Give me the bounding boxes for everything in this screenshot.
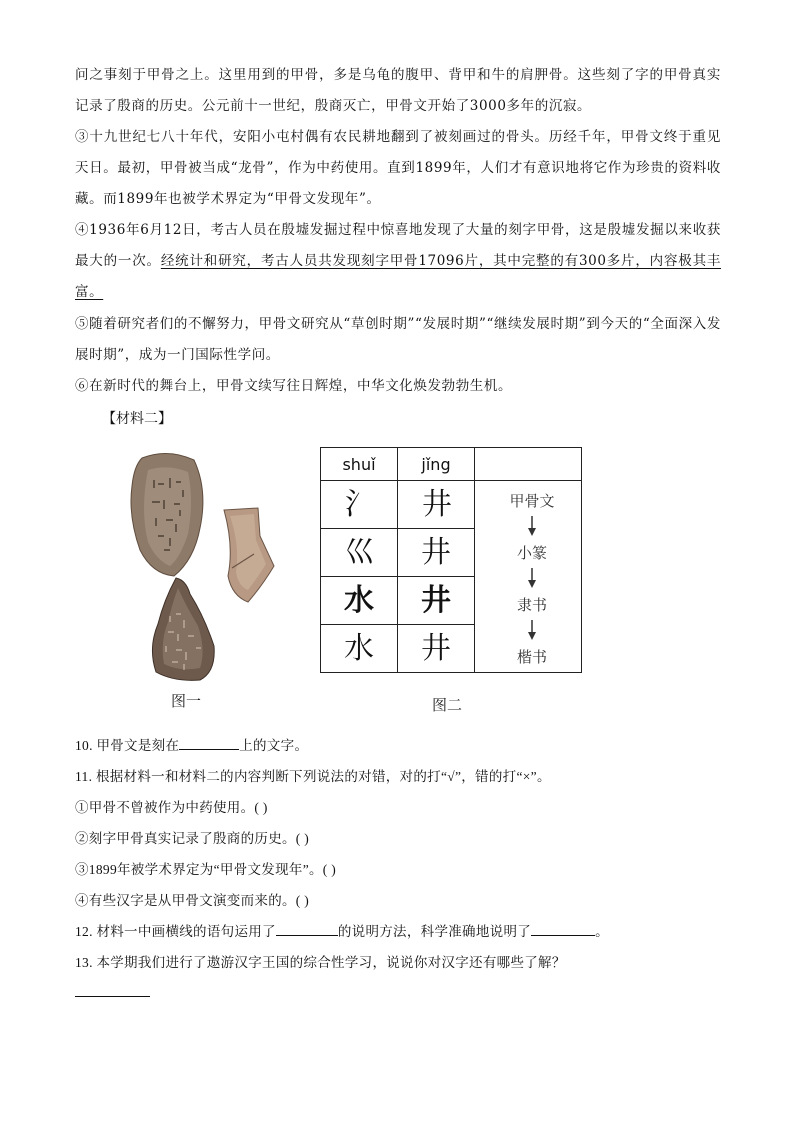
paragraph-continued: 问之事刻于甲骨之上。这里用到的甲骨，多是乌龟的腹甲、背甲和牛的肩胛骨。这些刻了字的甲骨真实记录了殷商的历史。公元前十一世纪，殷商灭亡，甲骨文开始了3000多年的沉寂。: [75, 67, 721, 114]
answer-blank-12b[interactable]: [531, 921, 595, 936]
jing-seal-glyph: 井: [398, 529, 475, 577]
question-10: 10. 甲骨文是刻在 上的文字。: [75, 734, 308, 754]
shui-clerical-glyph: 水: [321, 577, 398, 625]
arrow-down-icon: [528, 620, 536, 640]
pinyin-shui: shuǐ: [321, 448, 398, 481]
paragraph-5: ⑤随着研究者们的不懈努力，甲骨文研究从“草创时期”“发展时期”“继续发展时期”到今天的“全面深入发展时期”，成为一门国际性学问。: [75, 316, 721, 363]
arrow-down-icon: [528, 568, 536, 588]
shui-oracle-glyph: 氵: [321, 481, 398, 529]
script-evolution-flow: [478, 486, 586, 676]
question-11-item-2[interactable]: ②刻字甲骨真实记录了殷商的历史。( ): [75, 831, 310, 846]
figure-1-oracle-bones: [128, 448, 276, 688]
paragraph-4-text: ④1936年6月12日，考古人员在殷墟发掘过程中惊喜地发现了大量的刻字甲骨，这是殷墟发掘以来收获最大的一次。: [75, 222, 721, 269]
underlined-sentence: 经统计和研究，考古人员共发现刻字甲骨17096片，其中完整的有300多片，内容极其丰富。: [75, 253, 721, 300]
oracle-bone-scapula-image: [146, 576, 222, 682]
question-13: 13. 本学期我们进行了遨游汉字王国的综合性学习，说说你对汉字还有哪些了解？: [75, 955, 566, 970]
answer-blank-10[interactable]: [179, 735, 239, 750]
question-12: 12. 材料一中画横线的语句运用了 的说明方法，科学准确地说明了 。: [75, 920, 609, 940]
jing-oracle-glyph: 井: [398, 481, 475, 529]
paragraph-3: ③十九世纪七八十年代，安阳小屯村偶有农民耕地翻到了被刻画过的骨头。历经千年，甲骨文终于重见天日。最初，甲骨被当成“龙骨”，作为中药使用。直到1899年，人们才有意识地将它作为珍贵的资料收藏。而1899年也被学术界定为“甲骨文发现年”。: [75, 129, 721, 207]
flow-step-regular: 楷书: [516, 648, 547, 666]
arrow-down-icon: [528, 516, 536, 536]
shui-seal-glyph: 巛: [321, 529, 398, 577]
jing-clerical-glyph: 井: [398, 577, 475, 625]
oracle-bone-shell-image: [128, 450, 206, 580]
flow-step-oracle: 甲骨文: [509, 492, 555, 510]
header-empty-cell: [475, 448, 582, 481]
answer-line-13[interactable]: [75, 996, 150, 997]
answer-blank-12a[interactable]: [276, 921, 338, 936]
figure-1-caption: 图一: [171, 692, 202, 710]
question-11-item-3[interactable]: ③1899年被学术界定为“甲骨文发现年”。( ): [75, 862, 337, 877]
paragraph-4: [75, 215, 721, 308]
question-11: 11. 根据材料一和材料二的内容判断下列说法的对错，对的打“√”，错的打“×”。: [75, 769, 551, 784]
oracle-bone-fragment-image: [218, 506, 278, 606]
paragraph-6: ⑥在新时代的舞台上，甲骨文续写往日辉煌，中华文化焕发勃勃生机。: [75, 378, 513, 394]
question-11-item-1[interactable]: ①甲骨不曾被作为中药使用。( ): [75, 800, 268, 815]
flow-step-clerical: 隶书: [516, 596, 547, 614]
jing-regular-glyph: 井: [398, 625, 475, 673]
shui-regular-glyph: 水: [321, 625, 398, 673]
pinyin-jing: jǐng: [398, 448, 475, 481]
flow-step-seal: 小篆: [516, 544, 547, 562]
material-2-label: 【材料二】: [102, 411, 172, 427]
figure-2-caption: 图二: [432, 696, 463, 714]
table-header-row: [321, 448, 582, 481]
question-11-item-4[interactable]: ④有些汉字是从甲骨文演变而来的。( ): [75, 893, 310, 908]
